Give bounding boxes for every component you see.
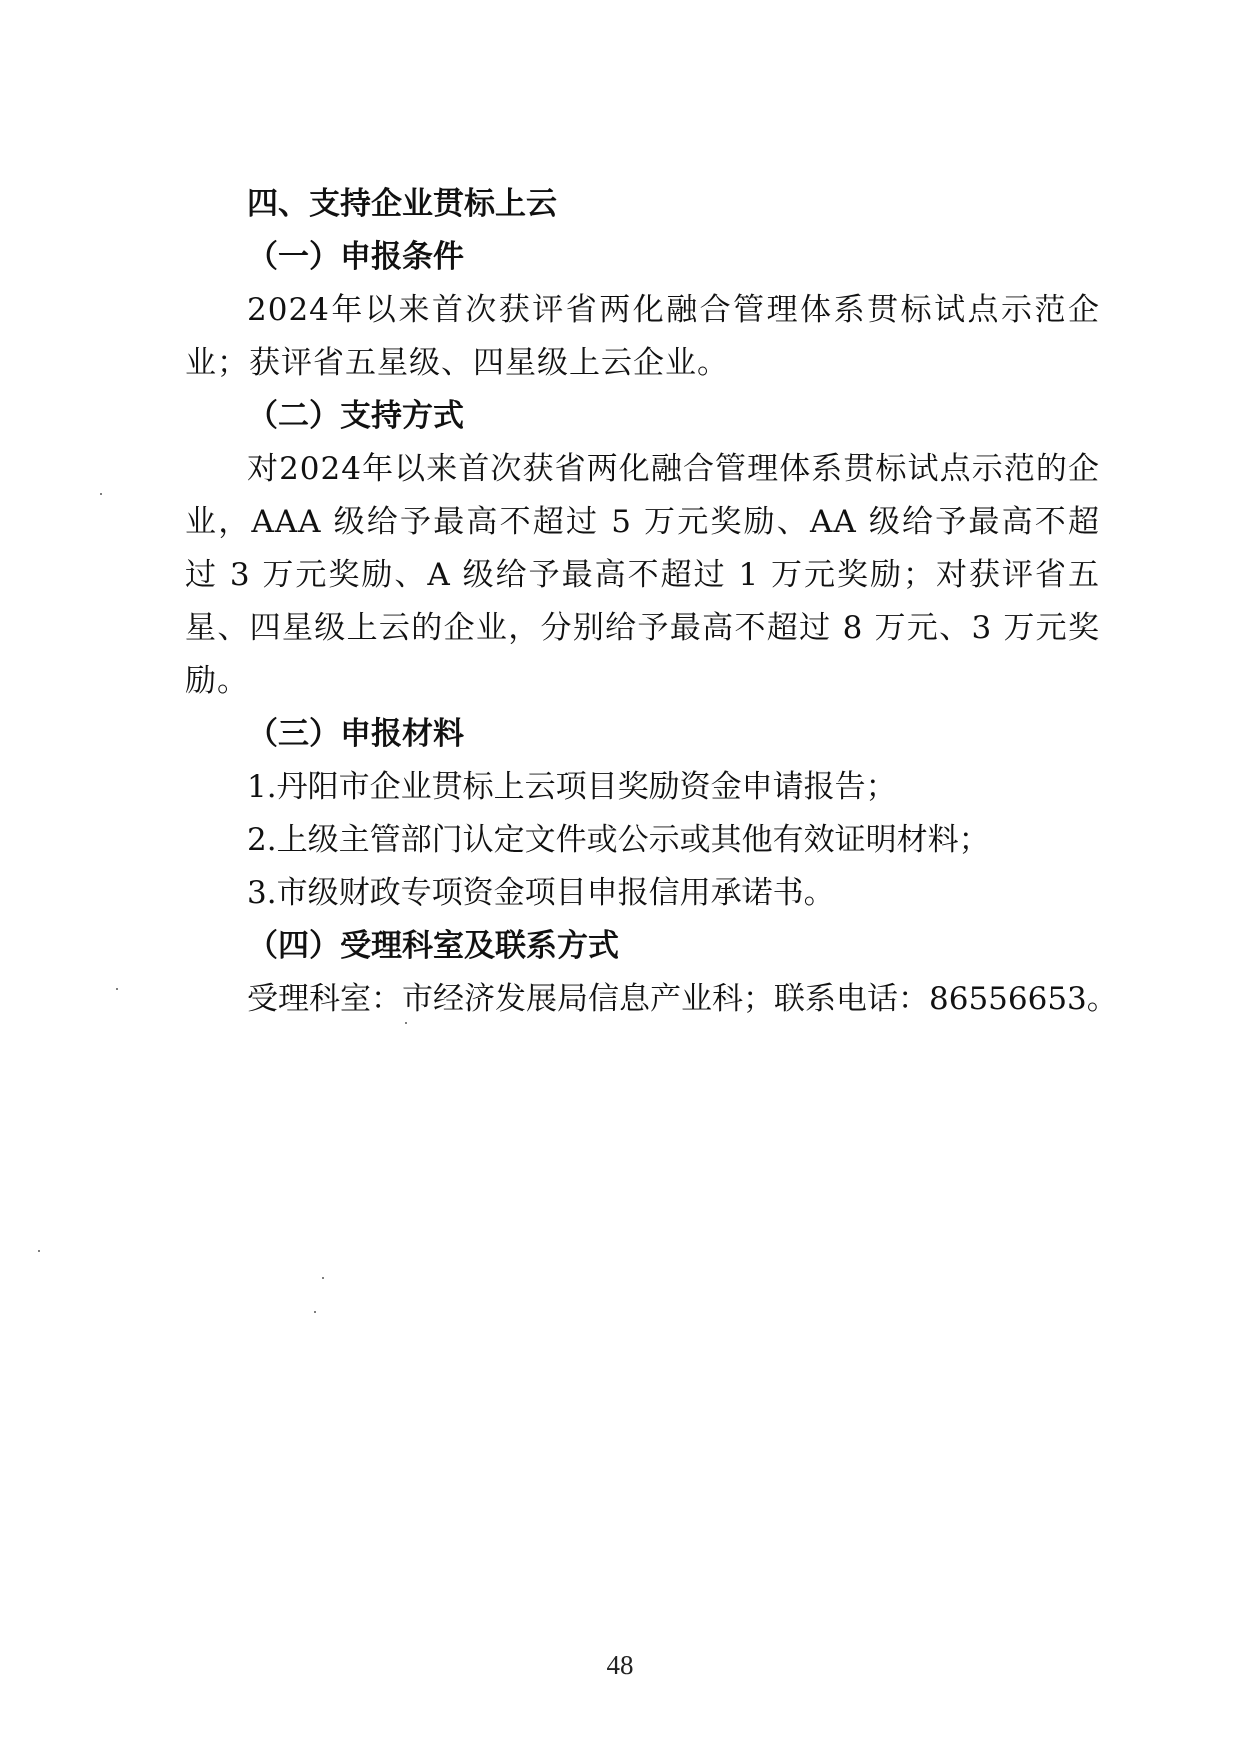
scan-speck — [116, 988, 118, 990]
subsection-heading-support-method: （二）支持方式 — [247, 398, 464, 434]
scan-speck — [314, 1311, 316, 1313]
paragraph-support-method: 对2024年以来首次获省两化融合管理体系贯标试点示范的企业，AAA 级给予最高不超过 5 万元奖励、AA 级给予最高不超过 3 万元奖励、A 级给予最高不超过 1 万元奖励；对获评省五星、四星级上云的企业，分别给予最高不超过 8 万元、3 万元奖励。 — [185, 451, 1100, 699]
scan-speck — [322, 1277, 324, 1279]
list-item-material-1: 1.丹阳市企业贯标上云项目奖励资金申请报告； — [247, 769, 897, 805]
paragraph-conditions: 2024年以来首次获评省两化融合管理体系贯标试点示范企业；获评省五星级、四星级上云企业。 — [185, 292, 1100, 381]
section-title: 四、支持企业贯标上云 — [247, 186, 557, 222]
scan-speck — [405, 1022, 407, 1024]
list-item-material-3: 3.市级财政专项资金项目申报信用承诺书。 — [247, 875, 835, 911]
subsection-heading-conditions: （一）申报条件 — [247, 239, 464, 275]
document-body — [185, 178, 1118, 1026]
subsection-heading-contact: （四）受理科室及联系方式 — [247, 928, 619, 964]
page-number: 48 — [606, 1650, 634, 1680]
contact-info: 受理科室：市经济发展局信息产业科；联系电话：86556653。 — [247, 981, 1118, 1017]
subsection-heading-materials: （三）申报材料 — [247, 716, 464, 752]
scan-speck — [38, 1250, 40, 1252]
scan-speck — [100, 493, 102, 495]
list-item-material-2: 2.上级主管部门认定文件或公示或其他有效证明材料； — [247, 822, 990, 858]
